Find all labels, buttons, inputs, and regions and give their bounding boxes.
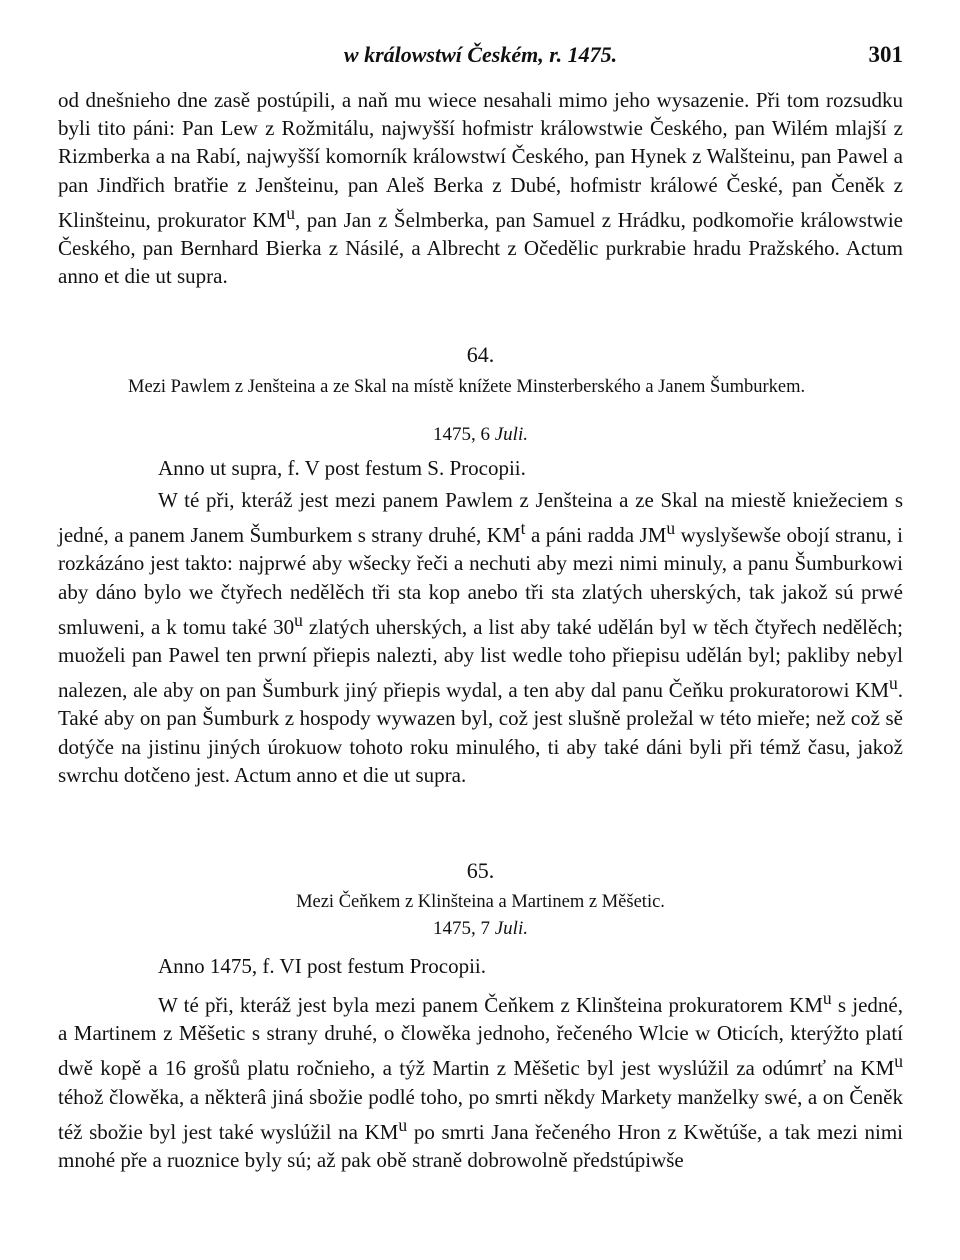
section-caption: Mezi Čeňkem z Klinšteina a Martinem z Měšetic.	[296, 892, 665, 912]
date-month: Juli.	[494, 918, 528, 939]
document-page	[58, 0, 903, 1260]
section-lead: Anno ut supra, f. V post festum S. Procopii.	[158, 456, 526, 480]
section-body: W té při, kteráž jest mezi panem Pawlem z Jenšteina a ze Skal na miestě kniežeciem s jedné, a panem Janem Šumburkem s strany druhé, $KM^t$ a páni radda $JM^u$ wyslyšewše obojí stranu, i rozkázáno jest takto: najprwé aby wšecky řeči a nechuti aby mezi nimi minuly, a panu Šumburkowi aby dáno bylo we čtyřech nedělěch tři sta kop anebo tři sta zlatých uherských, tak jakož sú prwé smluweni, a k tomu také 30$^u$ zlatých uherských, a list aby také udělán byl w těch čtyřech nedělěch; muoželi pan Pawel ten prwní přiepis nalezti, aby list wedle toho přiepisu udělán byl; pakliby nebyl nalezen, ale aby on pan Šumburk jiný přiepis wydal, a ten aby dal panu Čeňku prokuratorowi $KM^u$. Také aby on pan Šumburk z hospody wywazen byl, což jest slušně proležal w této mieře; než což sě dotýče na jistinu jiných úrokuow tohoto roku minulého, ti aby také dáni byli při témž času, jakož swrchu dotčeno jest. Actum anno et die ut supra.	[58, 488, 903, 787]
date-day: 7	[480, 918, 490, 939]
section-body: W té při, kteráž jest byla mezi panem Čeňkem z Klinšteina prokuratorem $KM^u$ s jedné, a Martinem z Měšetic s strany druhé, o člowěka jednoho, řečeného Wlcie w Oticích, kterýžto platí dwě kopě a 16 grošů platu ročnieho, a týž Martin z Měšetic byl jest wyslúžil za odúmrť na $KM^u$ téhož člowěka, a některâ jiná sbožie podlé toho, po smrti někdy Markety manželky swé, a on Čeněk též sbožie byl jest také wyslúžil na $KM^u$ po smrti Jana řečeného Hron z Kwětúše, a tak mezi nimi mnohé pře a ruoznice byly sú; až pak obě straně dobrowolně předstúpiwše	[58, 988, 903, 1173]
section-caption: Mezi Pawlem z Jenšteina a ze Skal na místě knížete Minsterberského a Janem Šumburkem.	[128, 377, 806, 397]
running-title: w králowstwí Českém, r. 1475.	[343, 42, 618, 67]
page-header	[58, 42, 903, 76]
section-number: 64.	[466, 342, 495, 367]
section-date	[58, 424, 903, 446]
page-number: 301	[868, 42, 903, 67]
date-month: Juli.	[494, 424, 528, 445]
section-lead: Anno 1475, f. VI post festum Procopii.	[158, 954, 487, 978]
intro-paragraph: od dnešnieho dne zasě postúpili, a naň mu wiece nesahali mimo jeho wysazenie. Při tom rozsudku byli tito páni: Pan Lew z Rožmitálu, najwyšší hofmistr králowstwie Českého, pan Wilém mlajší z Rizmberka a na Rabí, najwyšší komorník králowstwí Českého, pan Hynek z Walšteinu, pan Pawel a pan Jindřich bratřie z Jenšteinu, pan Aleš Berka z Dubé, hofmistr králowé České, pan Čeněk z Klinšteinu, prokurator $KM^u$, pan Jan z Šelmberka, pan Samuel z Hrádku, podkomořie králowstwie Českého, pan Bernhard Bierka z Násilé, a Albrecht z Očedělic purkrabie hradu Pražského. Actum anno et die ut supra.	[58, 88, 903, 289]
date-year: 1475,	[433, 918, 476, 939]
section-date	[58, 918, 903, 940]
date-year: 1475,	[433, 424, 476, 445]
section-number: 65.	[466, 858, 495, 883]
date-day: 6	[480, 424, 490, 445]
